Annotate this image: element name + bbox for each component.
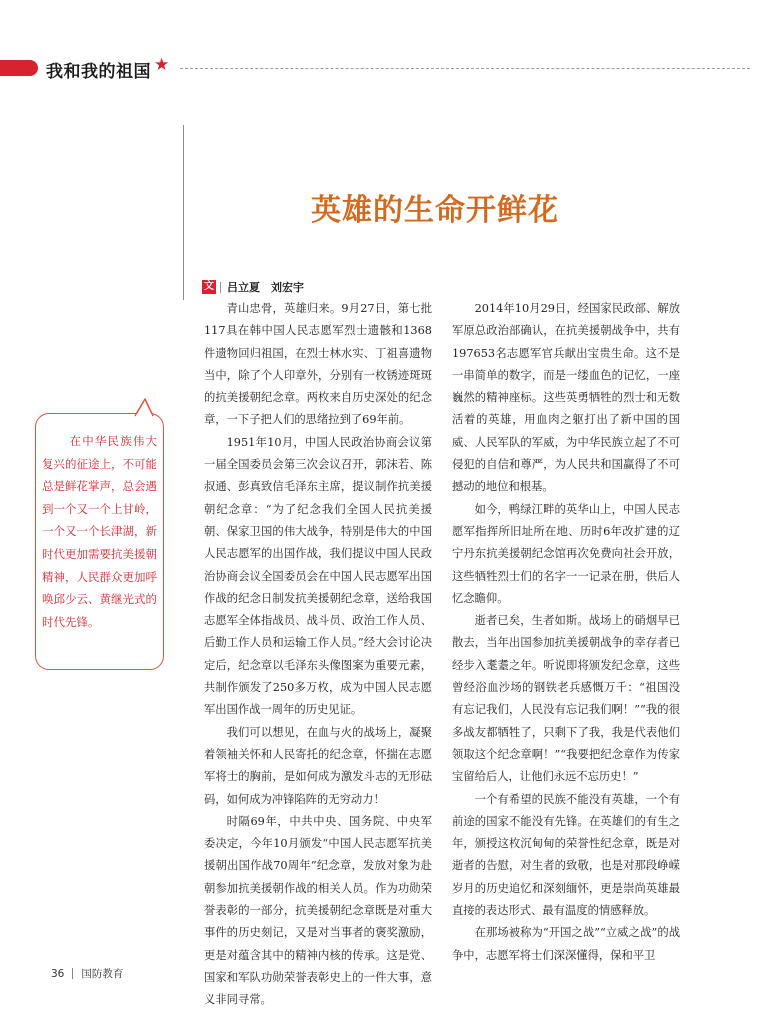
pull-quote-text: 在中华民族伟大复兴的征途上，不可能总是鲜花掌声，总会遇到一个又一个上甘岭，一个又一个长津湖，新时代更加需要抗美援朝精神，人民群众更加呼唤邱少云、黄继光式的时代先锋。 — [42, 434, 157, 629]
speech-bubble-tail-icon — [133, 397, 159, 417]
page-number: 36 — [51, 967, 65, 980]
star-icon: ★ — [154, 55, 170, 75]
paragraph: 我们可以想见，在血与火的战场上，凝聚着领袖关怀和人民寄托的纪念章，怀揣在志愿军将士的胸前，是如何成为激发斗志的无形砝码，如何成为冲锋陷阵的无穷动力！ — [204, 725, 432, 806]
footer-separator — [72, 968, 73, 979]
paragraph: 2014年10月29日，经国家民政部、解放军原总政治部确认，在抗美援朝战争中，共有197653名志愿军官兵献出宝贵生命。这不是一串简单的数字，而是一缕血色的记忆，一座巍然的精神座标。这些英勇牺牲的烈士和无数活着的英雄，用血肉之躯打出了新中国的国威、人民军队的军威，为中华民族立起了不可侵犯的自信和尊严，为人民共和国赢得了不可撼动的地位和根基。 — [452, 302, 680, 494]
vertical-divider — [183, 125, 184, 300]
byline-separator — [220, 282, 221, 293]
byline-authors: 吕立夏 刘宏宇 — [227, 281, 304, 294]
paragraph: 1951年10月，中国人民政治协商会议第一届全国委员会第三次会议召开，郭沫若、陈叔通、彭真致信毛泽东主席，提议制作抗美援朝纪念章：“为了纪念我们全国人民抗美援朝、保家卫国的伟大战争，特别是伟大的中国人民志愿军的出国作战，我们提议中国人民政治协商会议全国委员会在中国人民志愿军出国作战的纪念日制发抗美援朝纪念章，送给我国志愿军全体指战员、战斗员、政治工作人员、后勤工作人员和运输工作人员。”经大会讨论决定后，纪念章以毛泽东头像图案为重要元素，共制作颁发了250多万枚，成为中国人民志愿军出国作战一周年的历史见证。 — [204, 435, 432, 717]
paragraph: 青山忠骨，英雄归来。9月27日，第七批117具在韩中国人民志愿军烈士遗骸和1368件遗物回归祖国，在烈士林水实、丁祖喜遗物当中，除了个人印章外，分别有一枚锈迹斑斑的抗美援朝纪念章。两枚来自历史深处的纪念章，一下子把人们的思绪拉到了69年前。 — [204, 302, 432, 427]
article-column-left — [204, 298, 432, 1012]
paragraph: 时隔69年，中共中央、国务院、中央军委决定，今年10月颁发“中国人民志愿军抗美援朝出国作战70周年”纪念章，发放对象为赴朝参加抗美援朝作战的相关人员。作为功勋荣誉表彰的一部分，抗美援朝纪念章既是对重大事件的历史刻记，又是对当事者的褒奖激励，更是对蕴含其中的精神内核的传承。这是党、国家和军队功勋荣誉表彰史上的一件大事，意义非同寻常。 — [204, 814, 432, 1007]
paragraph: 一个有希望的民族不能没有英雄，一个有前途的国家不能没有先锋。在英雄们的有生之年，颁授这枚沉甸甸的荣誉性纪念章，既是对逝者的告慰，对生者的致敬，也是对那段峥嵘岁月的历史追忆和深刻缅怀，更是崇尚英雄最直接的表达形式、最有温度的情感释放。 — [452, 792, 680, 918]
paragraph: 如今，鸭绿江畔的英华山上，中国人民志愿军指挥所旧址所在地、历时6年改扩建的辽宁丹东抗美援朝纪念馆再次免费向社会开放，这些牺牲烈士们的名字一一记录在册，供后人忆念瞻仰。 — [452, 502, 680, 605]
page-footer — [51, 966, 123, 981]
magazine-name: 国防教育 — [81, 968, 124, 980]
article-title: 英雄的生命开鲜花 — [311, 193, 559, 228]
section-title: 我和我的祖国 — [46, 62, 151, 82]
paragraph: 逝者已矣，生者如斯。战场上的硝烟早已散去，当年出国参加抗美援朝战争的幸存者已经步入耄耋之年。听说即将颁发纪念章，这些曾经浴血沙场的钢铁老兵感慨万千：“祖国没有忘记我们，人民没有忘记我们啊！”“我的很多战友都牺牲了，只剩下了我，我是代表他们领取这个纪念章啊！”“我要把纪念章作为传家宝留给后人，让他们永远不忘历史！” — [452, 614, 680, 784]
paragraph: 在那场被称为“开国之战”“立威之战”的战争中，志愿军将士们深深懂得，保和平卫 — [452, 926, 680, 962]
section-accent-bar — [0, 60, 38, 76]
byline-mark-icon: 文 — [204, 281, 214, 292]
header-divider — [180, 68, 750, 69]
byline — [202, 279, 304, 295]
article-column-right — [452, 298, 680, 967]
